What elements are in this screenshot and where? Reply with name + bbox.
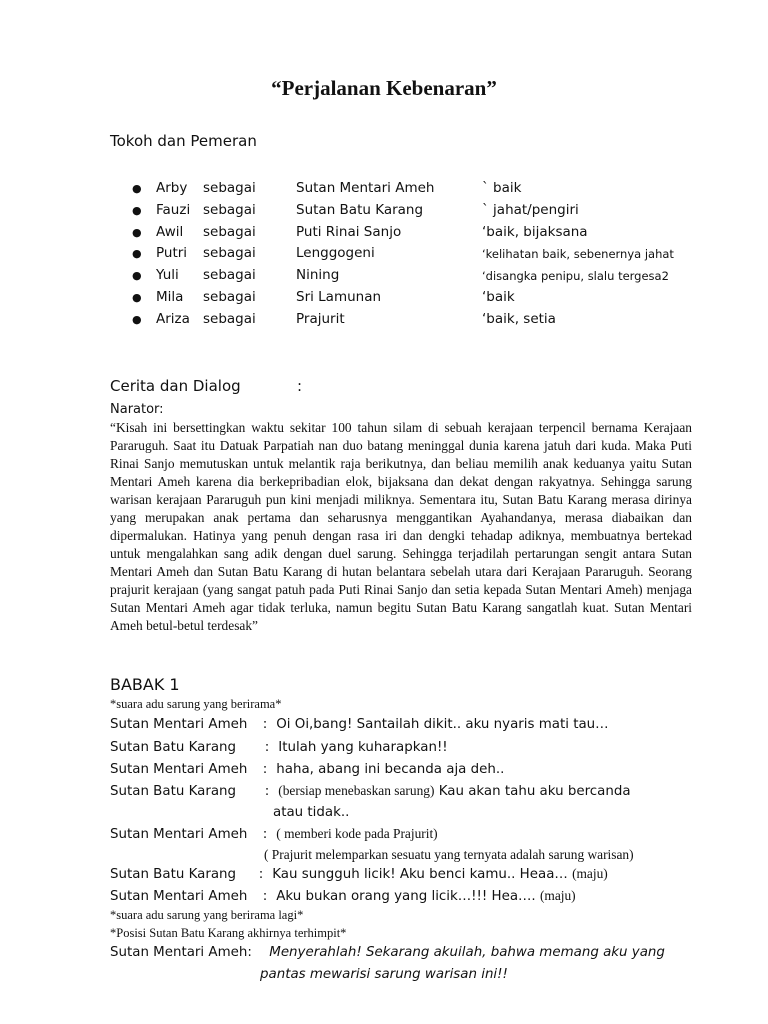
cast-as: sebagai	[203, 223, 256, 240]
stage-note: ( Prajurit melemparkan sesuatu yang ternyata adalah sarung warisan)	[264, 847, 634, 862]
dialog-line	[110, 888, 576, 904]
cast-item	[110, 202, 730, 224]
cast-role: Sri Lamunan	[296, 288, 382, 305]
stage-direction: *Posisi Sutan Batu Karang akhirnya terhimpit*	[110, 926, 347, 940]
cast-list	[110, 180, 730, 333]
speaker-name: Sutan Mentari Ameh	[110, 827, 248, 842]
cast-role: Lenggogeni	[296, 245, 375, 262]
cast-item	[110, 180, 730, 202]
dialog-colon: :	[262, 827, 268, 842]
bullet-icon: ●	[132, 225, 142, 239]
dialog-text: Kau sungguh licik! Aku benci kamu.. Heaa…	[272, 867, 568, 882]
action-direction: (maju)	[539, 888, 576, 903]
action-direction: (maju)	[572, 866, 608, 881]
cast-item	[110, 289, 730, 311]
speaker-name: Sutan Mentari Ameh	[110, 889, 248, 904]
speaker-name: Sutan Batu Karang	[110, 784, 237, 799]
cast-role: Sutan Mentari Ameh	[296, 180, 435, 196]
narration-paragraph: “Kisah ini bersettingkan waktu sekitar 100 tahun silam di sebuah kerajaan terpencil bernama Kerajaan Pararuguh. Saat itu Datuak Parpatiah nan duo batang meninggal dunia karena jatuh dari kuda. Maka Puti Rinai Sanjo memutuskan untuk melantik raja berikutnya, dan beliau memilih anak keduanya yaitu Sutan Mentari Ameh karena dia berkepribadian elok, bijaksana dan dekat dengan rakyatnya. Sehingga sarung warisan kerajaan Pararuguh pun kini menjadi miliknya. Sementara itu, Sutan Batu Karang merasa dirinya yang merupakan anak pertama dan seharusnya menggantikan Ayahandanya, merasa diabaikan dan dipermalukan. Hatinya yang penuh dengan rasa iri dan dengki tehadap adiknya, membuatnya bertekad untuk mengalahkan sang adik dengan duel sarung. Sehingga terjadilah pertarungan sengit antara Sutan Mentari Ameh dan Sutan Batu Karang di hutan belantara sebelah utara dari Kerajaan Pararuguh. Seorang prajurit kerajaan (yang sangat patuh pada Puti Rinai Sanjo dan setia kepada Sutan Mentari Ameh) menjaga Sutan Mentari Ameh agar tidak terluka, namun begitu Sutan Batu Karang sangatlah kuat. Sutan Mentari Ameh betul-betul terdesak”	[110, 420, 692, 633]
dialog-line	[110, 740, 448, 755]
cast-trait: ‘baik, bijaksana	[482, 223, 588, 240]
speaker-name: Sutan Mentari Ameh	[110, 717, 248, 732]
cast-item	[110, 267, 730, 289]
bullet-icon: ●	[132, 247, 142, 261]
bullet-icon: ●	[132, 182, 142, 195]
speaker-name: Sutan Mentari Ameh	[110, 762, 248, 777]
story-heading-colon: :	[297, 377, 303, 395]
cast-trait: ‘disangka penipu, slalu tergesa2	[482, 269, 669, 284]
cast-as: sebagai	[203, 201, 256, 218]
cast-as: sebagai	[203, 245, 256, 262]
bullet-icon: ●	[132, 290, 142, 304]
narrator-label: Narator:	[110, 402, 164, 417]
dialog-colon: :	[258, 867, 264, 882]
cast-trait: ` baik	[482, 180, 522, 196]
dialog-continuation: atau tidak..	[273, 805, 350, 820]
dialog-line	[110, 762, 504, 777]
stage-direction: *suara adu sarung yang berirama*	[110, 697, 282, 711]
dialog-text: haha, abang ini becanda aja deh..	[276, 762, 505, 777]
dialog-line	[110, 866, 608, 882]
cast-actor: Putri	[156, 245, 188, 262]
dialog-colon: :	[262, 762, 268, 777]
dialog-text: Kau akan tahu aku bercanda	[438, 784, 631, 799]
bullet-icon: ●	[132, 203, 142, 217]
cast-item	[110, 224, 730, 246]
cast-actor: Fauzi	[156, 201, 191, 218]
bullet-icon: ●	[132, 312, 142, 326]
stage-direction: *suara adu sarung yang berirama lagi*	[110, 908, 304, 922]
bullet-icon: ●	[132, 269, 142, 283]
dialog-continuation: pantas mewarisi sarung warisan ini!!	[260, 967, 508, 982]
cast-actor: Arby	[156, 180, 188, 196]
cast-as: sebagai	[203, 180, 256, 196]
dialog-colon: :	[262, 717, 268, 732]
cast-actor: Awil	[156, 223, 184, 240]
cast-actor: Mila	[156, 288, 184, 305]
dialog-line	[110, 945, 665, 960]
cast-heading: Tokoh dan Pemeran	[110, 132, 257, 150]
document-title: “Perjalanan Kebenaran”	[271, 76, 497, 100]
dialog-text: Itulah yang kuharapkan!!	[278, 740, 448, 755]
dialog-line	[110, 717, 609, 732]
dialog-colon: :	[264, 784, 270, 799]
cast-actor: Yuli	[156, 267, 179, 284]
cast-role: Prajurit	[296, 310, 345, 327]
action-direction: (bersiap menebaskan sarung)	[278, 783, 435, 798]
speaker-name: Sutan Mentari Ameh:	[110, 945, 252, 960]
speaker-name: Sutan Batu Karang	[110, 740, 237, 755]
cast-role: Nining	[296, 267, 340, 284]
dialog-colon: :	[264, 740, 270, 755]
cast-item	[110, 311, 730, 333]
dialog-colon: :	[262, 889, 268, 904]
cast-trait: ‘kelihatan baik, sebenernya jahat	[482, 247, 674, 262]
dialog-line	[110, 826, 438, 842]
cast-trait: ‘baik	[482, 288, 515, 305]
cast-item	[110, 245, 730, 267]
cast-as: sebagai	[203, 288, 256, 305]
cast-actor: Ariza	[156, 310, 190, 327]
story-heading: Cerita dan Dialog	[110, 377, 241, 395]
dialog-text: Oi Oi,bang! Santailah dikit.. aku nyaris mati tau…	[276, 717, 609, 732]
act-title: BABAK 1	[110, 675, 180, 694]
dialog-text: Aku bukan orang yang licik…!!! Hea….	[276, 889, 536, 904]
dialog-text: Menyerahlah! Sekarang akuilah, bahwa memang aku yang	[269, 945, 665, 960]
cast-trait: ‘baik, setia	[482, 310, 556, 327]
cast-as: sebagai	[203, 310, 256, 327]
speaker-name: Sutan Batu Karang	[110, 867, 237, 882]
cast-role: Sutan Batu Karang	[296, 201, 424, 218]
action-direction: ( memberi kode pada Prajurit)	[276, 826, 438, 841]
cast-as: sebagai	[203, 267, 256, 284]
dialog-line	[110, 783, 631, 799]
cast-role: Puti Rinai Sanjo	[296, 223, 402, 240]
cast-trait: ` jahat/pengiri	[482, 201, 579, 218]
